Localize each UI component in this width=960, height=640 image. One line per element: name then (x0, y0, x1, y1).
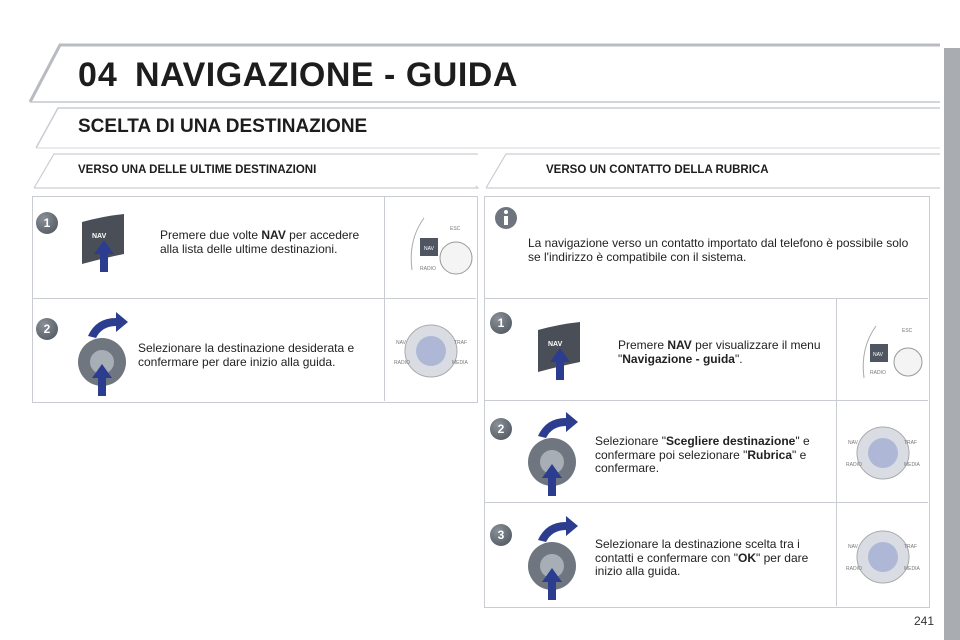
svg-text:RADIO: RADIO (846, 462, 862, 468)
nav-button-icon (532, 318, 588, 382)
step-text: Premere due volte NAV per accedere alla lista delle ultime destinazioni. (160, 228, 360, 256)
svg-text:MEDIA: MEDIA (452, 360, 468, 366)
control-panel-icon (392, 318, 470, 384)
control-panel-icon (844, 420, 922, 486)
page-number: 241 (913, 614, 934, 628)
info-text: La navigazione verso un contatto importato dal telefono è possibile solo se l'indirizzo è compatibile con il sistema. (528, 236, 909, 264)
svg-text:RADIO: RADIO (420, 266, 436, 272)
info-icon (494, 206, 518, 232)
step-number: 1 (36, 212, 58, 234)
nav-panel-icon (856, 318, 926, 384)
svg-text:TRAF: TRAF (454, 340, 468, 346)
left-column-heading: VERSO UNA DELLE ULTIME DESTINAZIONI (78, 164, 317, 176)
nav-button-icon (76, 210, 132, 274)
svg-text:NAV: NAV (92, 233, 107, 240)
right-column-heading: VERSO UN CONTATTO DELLA RUBRICA (546, 164, 769, 176)
step-text: Premere NAV per visualizzare il menu "Navigazione - guida". (618, 338, 821, 366)
svg-text:NAV: NAV (848, 440, 858, 446)
step-number: 2 (490, 418, 512, 440)
svg-text:TRAF: TRAF (904, 440, 918, 446)
svg-text:NAV: NAV (873, 352, 883, 358)
step-number: 2 (36, 318, 58, 340)
control-panel-icon (844, 524, 922, 590)
svg-text:ESC: ESC (450, 226, 461, 232)
svg-text:NAV: NAV (424, 246, 434, 252)
step-text: Selezionare la destinazione scelta tra i contatti e confermare con "OK" per dare inizio alla guida. (595, 537, 809, 578)
rotary-knob-icon (74, 312, 134, 398)
step-text: Selezionare la destinazione desiderata e confermare per dare inizio alla guida. (138, 341, 355, 369)
rotary-knob-icon (524, 412, 584, 498)
rotary-knob-icon (524, 516, 584, 602)
step-number: 3 (490, 524, 512, 546)
svg-text:NAV: NAV (548, 341, 563, 348)
step-text: Selezionare "Scegliere destinazione" e confermare poi selezionare "Rubrica" e confermare. (595, 434, 810, 475)
svg-text:NAV: NAV (848, 544, 858, 550)
chapter-number: 04 (78, 56, 118, 94)
divider (484, 502, 928, 503)
nav-panel-icon (404, 210, 476, 282)
svg-text:RADIO: RADIO (394, 360, 410, 366)
svg-text:ESC: ESC (902, 328, 913, 334)
svg-text:NAV: NAV (396, 340, 406, 346)
divider (836, 298, 837, 606)
svg-text:RADIO: RADIO (870, 370, 886, 376)
page-title: NAVIGAZIONE - GUIDA (135, 56, 518, 94)
svg-text:RADIO: RADIO (846, 566, 862, 572)
svg-text:MEDIA: MEDIA (904, 566, 920, 572)
step-number: 1 (490, 312, 512, 334)
divider (484, 298, 928, 299)
divider (384, 196, 385, 401)
section-title: SCELTA DI UNA DESTINAZIONE (78, 116, 368, 137)
svg-text:TRAF: TRAF (904, 544, 918, 550)
side-tab (944, 48, 960, 640)
svg-text:MEDIA: MEDIA (904, 462, 920, 468)
divider (32, 298, 476, 299)
divider (484, 400, 928, 401)
